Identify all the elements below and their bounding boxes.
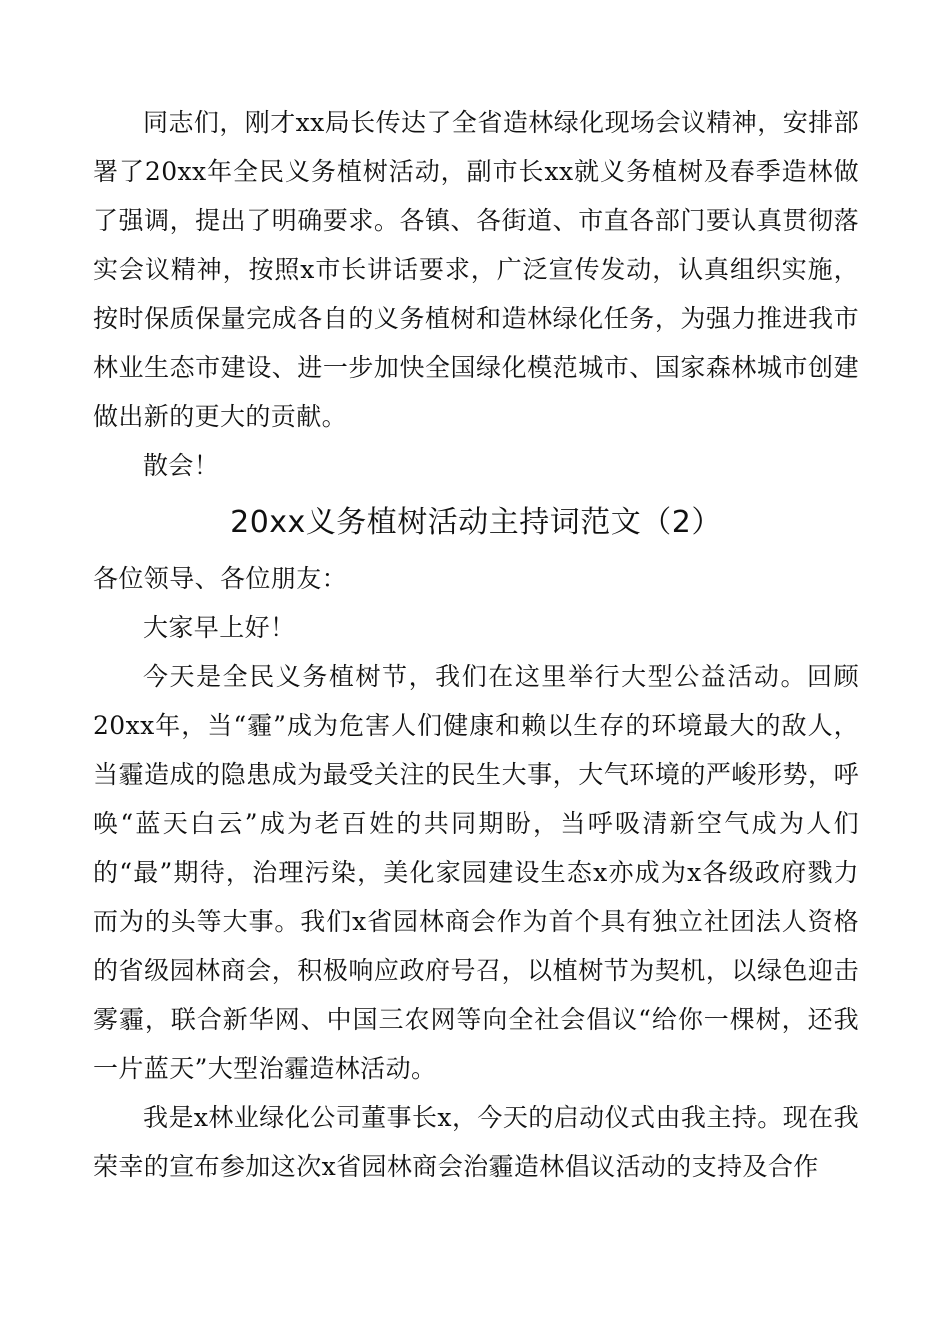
body-paragraph: 今天是全民义务植树节，我们在这里举行大型公益活动。回顾20xx年，当“霾”成为危害人们健康和赖以生存的环境最大的敌人，当霾造成的隐患成为最受关注的民生大事，大气环境的严峻形势，呼唤“蓝天白云”成为老百姓的共同期盼，当呼吸清新空气成为人们的“最”期待，治理污染，美化家园建设生态x亦成为x各级政府戮力而为的头等大事。我们x省园林商会作为首个具有独立社团法人资格的省级园林商会，积极响应政府号召，以植树节为契机，以绿色迎击雾霾，联合新华网、中国三农网等向全社会倡议“给你一棵树，还我一片蓝天”大型治霾造林活动。 <box>93 662 859 1083</box>
document-body <box>93 98 859 1191</box>
greeting: 大家早上好！ <box>143 613 296 642</box>
closing-line: 散会！ <box>143 451 220 480</box>
salutation: 各位领导、各位朋友： <box>93 564 348 593</box>
body-paragraph: 同志们，刚才xx局长传达了全省造林绿化现场会议精神，安排部署了20xx年全民义务植树活动，副市长xx就义务植树及春季造林做了强调，提出了明确要求。各镇、各街道、市直各部门要认真贯彻落实会议精神，按照x市长讲话要求，广泛宣传发动，认真组织实施，按时保质保量完成各自的义务植树和造林绿化任务，为强力推进我市林业生态市建设、进一步加快全国绿化模范城市、国家森林城市创建做出新的更大的贡献。 <box>93 108 859 431</box>
body-paragraph: 我是x林业绿化公司董事长x，今天的启动仪式由我主持。现在我荣幸的宣布参加这次x省园林商会治霾造林倡议活动的支持及合作 <box>93 1103 859 1181</box>
document-title: 20xx义务植树活动主持词范文（2） <box>230 505 722 540</box>
